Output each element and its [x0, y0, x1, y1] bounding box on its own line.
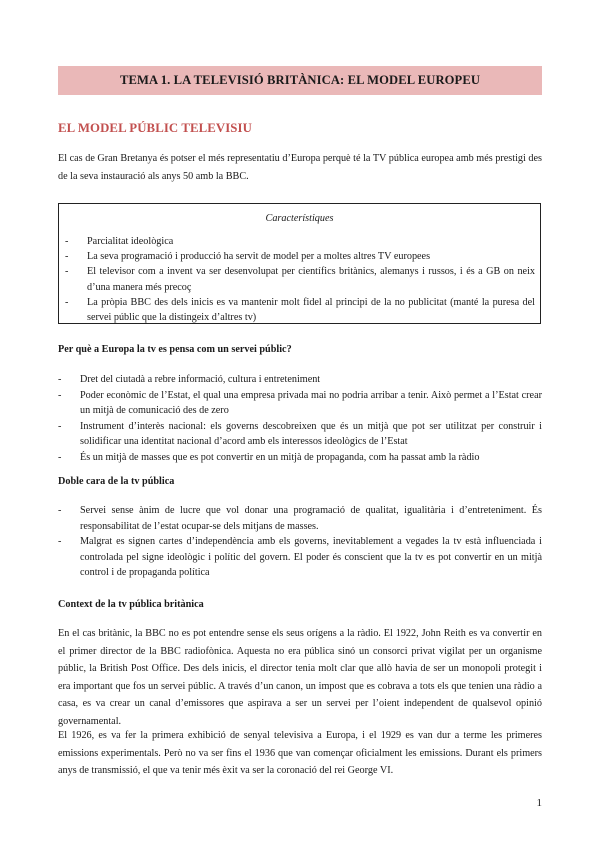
why-public-heading: Per què a Europa la tv es pensa com un servei públic? [58, 344, 292, 355]
double-face-list-block [58, 503, 542, 581]
section-heading: EL MODEL PÚBLIC TELEVISIU [58, 121, 252, 135]
list-item: - Dret del ciutadà a rebre informació, cultura i entreteniment [58, 374, 321, 385]
why-public-list [58, 372, 542, 465]
list-item: - Malgrat es signen cartes d’independència amb els governs, inevitablement a vegades la tv està influenciada i controlada pel signe ideològic i polític del govern. El poder és conscient que la tv es pot convertir en un mitjà control i de propaganda política [58, 536, 542, 578]
context-paragraph-1: En el cas britànic, la BBC no es pot entendre sense els seus orígens a la ràdio. El 1922, John Reith es va convertir en el primer director de la BBC radiofònica. Aquesta no era pública sinó un consorci privat vigilat per un organisme públic, la British Post Office. Des dels inicis, el director tenia molt clar que allò havia de ser un monopoli protegit i era important que fos un servei públic. A través d’un canon, un impost que es cobrava a tots els que tenien una ràdio a casa, es va crear un canal d’emissores que aspirava a ser un servei per l’oient independent de qualsevol opinió governamental. [58, 628, 542, 727]
list-item: - Instrument d’interès nacional: els governs descobreixen que és un mitjà que pot ser utilitzat per construir i solidificar una identitat nacional d’acord amb els interessos ideològics de l’Estat [58, 420, 542, 447]
list-item: - El televisor com a invent va ser desenvolupat per científics britànics, alemanys i russos, i és a GB on neix d’una manera més precoç [65, 266, 535, 293]
double-face-list [58, 503, 542, 581]
context-paragraph-2: El 1926, es va fer la primera exhibició de senyal televisiva a Europa, i el 1929 es van dur a terme les primeres emissions experimentals. Però no va ser fins el 1936 que van començar oficialment les emissions. Durant els primers anys de transmissió, el que va tenir més èxit va ser la coronació del rei George VI. [58, 730, 542, 776]
list-item: - La seva programació i producció ha servit de model per a moltes altres TV europees [65, 251, 431, 263]
why-public-list-block [58, 372, 542, 465]
list-item: - Servei sense ànim de lucre que vol donar una programació de qualitat, igualitària i d’entreteniment. És responsabilitat de l’estat ocupar-se dels mitjans de masses. [58, 505, 542, 532]
list-item: - Poder econòmic de l’Estat, el qual una empresa privada mai no podria arribar a tenir. Això permet a l’Estat crear un mitjà de comunicació des de zero [58, 389, 542, 416]
page-title [58, 66, 542, 95]
double-face-heading: Doble cara de la tv pública [58, 476, 175, 487]
context-heading: Context de la tv pública britànica [58, 599, 204, 610]
list-item: - Parcialitat ideològica [65, 236, 174, 247]
page-number: 1 [536, 797, 542, 809]
characteristics-box [58, 203, 541, 324]
intro-paragraph: El cas de Gran Bretanya és potser el més representatiu d’Europa perquè té la TV pública europea amb més prestigi des de la seva instauració als anys 50 amb la BBC. [58, 153, 542, 182]
page-title-text: TEMA 1. LA TELEVISIÓ BRITÀNICA: EL MODEL EUROPEU [119, 73, 481, 87]
characteristics-list [65, 234, 535, 325]
characteristics-title: Característiques [265, 213, 334, 224]
list-item: - La pròpia BBC des dels inicis es va mantenir molt fidel al principi de la no publicitat (manté la puresa del servei públic que la distingeix d’altres tv) [65, 296, 535, 324]
list-item: - És un mitjà de masses que es pot convertir en un mitjà de propaganda, com ha passat amb la ràdio [58, 451, 480, 463]
